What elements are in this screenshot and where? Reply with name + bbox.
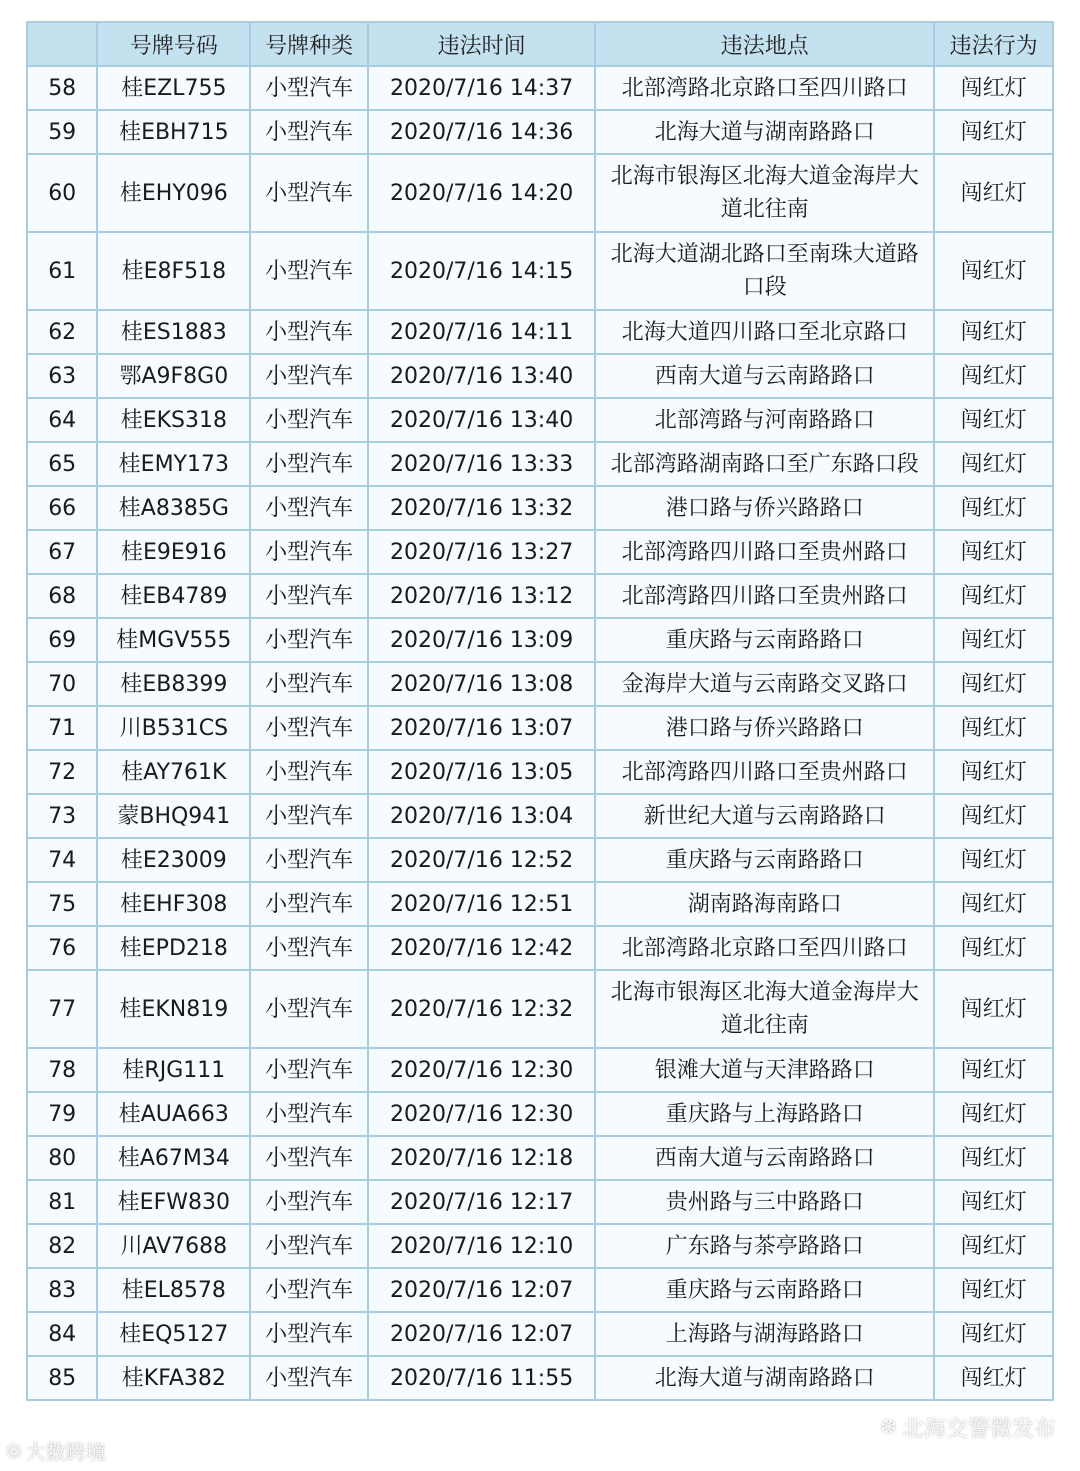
cell-violation-location: 港口路与侨兴路路口 <box>596 707 933 749</box>
cell-violation-time: 2020/7/16 14:15 <box>369 233 594 309</box>
table-row <box>28 1313 1052 1355</box>
cell-plate-number: 桂EMY173 <box>98 443 249 485</box>
cell-violation-act: 闯红灯 <box>935 839 1052 881</box>
cell-violation-location: 重庆路与云南路路口 <box>596 839 933 881</box>
cell-plate-type: 小型汽车 <box>251 443 367 485</box>
cell-violation-act: 闯红灯 <box>935 443 1052 485</box>
cell-plate-number: 桂ES1883 <box>98 311 249 353</box>
cell-violation-time: 2020/7/16 13:12 <box>369 575 594 617</box>
table-row <box>28 355 1052 397</box>
cell-plate-type: 小型汽车 <box>251 1357 367 1399</box>
violation-table-container <box>26 21 1054 1401</box>
cell-violation-location: 重庆路与云南路路口 <box>596 619 933 661</box>
cell-plate-number: 蒙BHQ941 <box>98 795 249 837</box>
cell-violation-act: 闯红灯 <box>935 971 1052 1047</box>
cell-plate-type: 小型汽车 <box>251 619 367 661</box>
cell-violation-time: 2020/7/16 14:36 <box>369 111 594 153</box>
header-plate-type: 号牌种类 <box>251 23 367 65</box>
cell-violation-location: 金海岸大道与云南路交叉路口 <box>596 663 933 705</box>
cell-index: 71 <box>28 707 96 749</box>
cell-violation-location: 北部湾路湖南路口至广东路口段 <box>596 443 933 485</box>
cell-plate-number: 鄂A9F8G0 <box>98 355 249 397</box>
table-row <box>28 155 1052 231</box>
cell-index: 70 <box>28 663 96 705</box>
cell-violation-location: 重庆路与云南路路口 <box>596 1269 933 1311</box>
cell-violation-time: 2020/7/16 12:30 <box>369 1049 594 1091</box>
cell-violation-location: 上海路与湖海路路口 <box>596 1313 933 1355</box>
cell-plate-type: 小型汽车 <box>251 67 367 109</box>
cell-violation-time: 2020/7/16 12:17 <box>369 1181 594 1223</box>
cell-plate-type: 小型汽车 <box>251 1093 367 1135</box>
cell-violation-act: 闯红灯 <box>935 355 1052 397</box>
cell-violation-location: 广东路与茶亭路路口 <box>596 1225 933 1267</box>
cell-plate-number: 桂EKN819 <box>98 971 249 1047</box>
cell-plate-number: 桂EHY096 <box>98 155 249 231</box>
cell-plate-type: 小型汽车 <box>251 883 367 925</box>
cell-violation-time: 2020/7/16 12:10 <box>369 1225 594 1267</box>
cell-violation-time: 2020/7/16 13:33 <box>369 443 594 485</box>
cell-violation-act: 闯红灯 <box>935 1357 1052 1399</box>
table-row <box>28 531 1052 573</box>
cell-violation-act: 闯红灯 <box>935 1049 1052 1091</box>
cell-plate-number: 桂EHF308 <box>98 883 249 925</box>
header-violation-act: 违法行为 <box>935 23 1052 65</box>
table-header-row <box>28 23 1052 65</box>
wechat-icon: ❂ <box>880 1417 896 1438</box>
cell-plate-type: 小型汽车 <box>251 1225 367 1267</box>
watermark-left-text: 大数跨境 <box>25 1440 106 1464</box>
cell-index: 84 <box>28 1313 96 1355</box>
cell-violation-time: 2020/7/16 13:05 <box>369 751 594 793</box>
cell-plate-number: 桂EB8399 <box>98 663 249 705</box>
cell-index: 79 <box>28 1093 96 1135</box>
table-row <box>28 927 1052 969</box>
cell-plate-type: 小型汽车 <box>251 1181 367 1223</box>
cell-violation-act: 闯红灯 <box>935 883 1052 925</box>
table-row <box>28 1049 1052 1091</box>
cell-index: 80 <box>28 1137 96 1179</box>
cell-violation-act: 闯红灯 <box>935 311 1052 353</box>
table-row <box>28 111 1052 153</box>
cell-plate-number: 川B531CS <box>98 707 249 749</box>
cell-violation-location: 西南大道与云南路路口 <box>596 1137 933 1179</box>
table-row <box>28 487 1052 529</box>
cell-index: 68 <box>28 575 96 617</box>
cell-violation-time: 2020/7/16 12:07 <box>369 1313 594 1355</box>
cell-index: 63 <box>28 355 96 397</box>
cell-plate-number: 桂KFA382 <box>98 1357 249 1399</box>
cell-index: 62 <box>28 311 96 353</box>
cell-violation-act: 闯红灯 <box>935 1181 1052 1223</box>
cell-violation-act: 闯红灯 <box>935 1269 1052 1311</box>
cell-violation-time: 2020/7/16 13:07 <box>369 707 594 749</box>
cell-plate-type: 小型汽车 <box>251 487 367 529</box>
cell-plate-type: 小型汽车 <box>251 575 367 617</box>
table-row <box>28 1357 1052 1399</box>
cell-plate-type: 小型汽车 <box>251 111 367 153</box>
cell-plate-type: 小型汽车 <box>251 707 367 749</box>
cell-index: 76 <box>28 927 96 969</box>
cell-plate-type: 小型汽车 <box>251 355 367 397</box>
cell-violation-act: 闯红灯 <box>935 619 1052 661</box>
header-index <box>28 23 96 65</box>
cell-violation-location: 北海市银海区北海大道金海岸大道北往南 <box>596 971 933 1047</box>
cell-plate-number: 桂RJG111 <box>98 1049 249 1091</box>
cell-index: 66 <box>28 487 96 529</box>
cell-index: 58 <box>28 67 96 109</box>
cell-violation-time: 2020/7/16 12:52 <box>369 839 594 881</box>
cell-index: 61 <box>28 233 96 309</box>
cell-plate-type: 小型汽车 <box>251 311 367 353</box>
cell-plate-type: 小型汽车 <box>251 531 367 573</box>
cell-plate-type: 小型汽车 <box>251 155 367 231</box>
violation-table <box>26 21 1054 1401</box>
cell-index: 72 <box>28 751 96 793</box>
cell-plate-number: 川AV7688 <box>98 1225 249 1267</box>
cell-violation-location: 银滩大道与天津路路口 <box>596 1049 933 1091</box>
cell-violation-act: 闯红灯 <box>935 707 1052 749</box>
cell-index: 77 <box>28 971 96 1047</box>
table-row <box>28 883 1052 925</box>
cell-violation-act: 闯红灯 <box>935 795 1052 837</box>
cell-plate-number: 桂EPD218 <box>98 927 249 969</box>
cell-violation-time: 2020/7/16 14:20 <box>369 155 594 231</box>
cell-index: 85 <box>28 1357 96 1399</box>
cell-plate-type: 小型汽车 <box>251 233 367 309</box>
cell-violation-time: 2020/7/16 14:37 <box>369 67 594 109</box>
cell-index: 60 <box>28 155 96 231</box>
cell-violation-act: 闯红灯 <box>935 575 1052 617</box>
cell-violation-time: 2020/7/16 13:40 <box>369 355 594 397</box>
cell-violation-location: 西南大道与云南路路口 <box>596 355 933 397</box>
cell-violation-act: 闯红灯 <box>935 1137 1052 1179</box>
watermark-left <box>6 1436 106 1465</box>
table-row <box>28 233 1052 309</box>
cell-index: 78 <box>28 1049 96 1091</box>
table-row <box>28 619 1052 661</box>
cell-violation-time: 2020/7/16 13:27 <box>369 531 594 573</box>
cell-violation-time: 2020/7/16 14:11 <box>369 311 594 353</box>
table-row <box>28 663 1052 705</box>
cell-plate-type: 小型汽车 <box>251 399 367 441</box>
table-row <box>28 1181 1052 1223</box>
cell-plate-type: 小型汽车 <box>251 971 367 1047</box>
table-row <box>28 707 1052 749</box>
cell-violation-location: 北部湾路北京路口至四川路口 <box>596 927 933 969</box>
cell-violation-act: 闯红灯 <box>935 67 1052 109</box>
cell-violation-time: 2020/7/16 12:07 <box>369 1269 594 1311</box>
table-row <box>28 795 1052 837</box>
cell-plate-type: 小型汽车 <box>251 663 367 705</box>
cell-index: 83 <box>28 1269 96 1311</box>
cell-plate-type: 小型汽车 <box>251 927 367 969</box>
cell-violation-location: 新世纪大道与云南路路口 <box>596 795 933 837</box>
header-violation-location: 违法地点 <box>596 23 933 65</box>
watermark-right-text: 北海交警微发布 <box>901 1417 1056 1442</box>
table-row <box>28 751 1052 793</box>
cell-violation-location: 北海大道与湖南路路口 <box>596 111 933 153</box>
cell-violation-location: 湖南路海南路口 <box>596 883 933 925</box>
watermark-right <box>881 1412 1056 1443</box>
table-row <box>28 443 1052 485</box>
weibo-icon: ◎ <box>6 1440 22 1461</box>
cell-violation-time: 2020/7/16 11:55 <box>369 1357 594 1399</box>
table-row <box>28 971 1052 1047</box>
cell-plate-number: 桂EFW830 <box>98 1181 249 1223</box>
cell-violation-act: 闯红灯 <box>935 1093 1052 1135</box>
cell-violation-location: 贵州路与三中路路口 <box>596 1181 933 1223</box>
cell-plate-number: 桂E9E916 <box>98 531 249 573</box>
cell-violation-act: 闯红灯 <box>935 111 1052 153</box>
cell-violation-act: 闯红灯 <box>935 487 1052 529</box>
table-row <box>28 399 1052 441</box>
cell-violation-location: 北海大道湖北路口至南珠大道路口段 <box>596 233 933 309</box>
cell-plate-number: 桂EZL755 <box>98 67 249 109</box>
cell-index: 73 <box>28 795 96 837</box>
cell-plate-number: 桂E8F518 <box>98 233 249 309</box>
table-row <box>28 839 1052 881</box>
cell-plate-type: 小型汽车 <box>251 1049 367 1091</box>
cell-plate-type: 小型汽车 <box>251 1269 367 1311</box>
cell-plate-number: 桂AUA663 <box>98 1093 249 1135</box>
cell-violation-time: 2020/7/16 13:32 <box>369 487 594 529</box>
cell-index: 64 <box>28 399 96 441</box>
cell-index: 81 <box>28 1181 96 1223</box>
cell-plate-number: 桂EBH715 <box>98 111 249 153</box>
cell-index: 74 <box>28 839 96 881</box>
cell-plate-type: 小型汽车 <box>251 751 367 793</box>
table-row <box>28 1269 1052 1311</box>
cell-violation-location: 北部湾路与河南路路口 <box>596 399 933 441</box>
cell-violation-time: 2020/7/16 13:04 <box>369 795 594 837</box>
cell-index: 65 <box>28 443 96 485</box>
cell-plate-type: 小型汽车 <box>251 839 367 881</box>
cell-plate-number: 桂EQ5127 <box>98 1313 249 1355</box>
cell-violation-location: 北部湾路四川路口至贵州路口 <box>596 531 933 573</box>
cell-violation-location: 北部湾路北京路口至四川路口 <box>596 67 933 109</box>
cell-plate-type: 小型汽车 <box>251 1137 367 1179</box>
cell-plate-number: 桂E23009 <box>98 839 249 881</box>
cell-violation-time: 2020/7/16 12:51 <box>369 883 594 925</box>
cell-violation-act: 闯红灯 <box>935 927 1052 969</box>
cell-violation-act: 闯红灯 <box>935 1313 1052 1355</box>
header-plate-number: 号牌号码 <box>98 23 249 65</box>
table-row <box>28 575 1052 617</box>
cell-plate-type: 小型汽车 <box>251 795 367 837</box>
cell-violation-time: 2020/7/16 13:09 <box>369 619 594 661</box>
table-row <box>28 311 1052 353</box>
cell-violation-act: 闯红灯 <box>935 663 1052 705</box>
cell-violation-location: 北海大道与湖南路路口 <box>596 1357 933 1399</box>
cell-violation-location: 港口路与侨兴路路口 <box>596 487 933 529</box>
cell-plate-number: 桂EKS318 <box>98 399 249 441</box>
cell-violation-location: 北部湾路四川路口至贵州路口 <box>596 575 933 617</box>
cell-plate-number: 桂EL8578 <box>98 1269 249 1311</box>
cell-violation-act: 闯红灯 <box>935 531 1052 573</box>
cell-violation-time: 2020/7/16 12:30 <box>369 1093 594 1135</box>
cell-index: 69 <box>28 619 96 661</box>
table-row <box>28 1093 1052 1135</box>
cell-violation-act: 闯红灯 <box>935 1225 1052 1267</box>
cell-index: 75 <box>28 883 96 925</box>
cell-violation-time: 2020/7/16 12:18 <box>369 1137 594 1179</box>
cell-violation-location: 重庆路与上海路路口 <box>596 1093 933 1135</box>
cell-violation-location: 北海大道四川路口至北京路口 <box>596 311 933 353</box>
cell-violation-act: 闯红灯 <box>935 751 1052 793</box>
cell-plate-number: 桂A8385G <box>98 487 249 529</box>
cell-violation-location: 北海市银海区北海大道金海岸大道北往南 <box>596 155 933 231</box>
cell-plate-number: 桂AY761K <box>98 751 249 793</box>
cell-index: 59 <box>28 111 96 153</box>
table-row <box>28 1137 1052 1179</box>
cell-violation-time: 2020/7/16 12:32 <box>369 971 594 1047</box>
table-row <box>28 67 1052 109</box>
cell-violation-act: 闯红灯 <box>935 399 1052 441</box>
cell-plate-type: 小型汽车 <box>251 1313 367 1355</box>
cell-violation-act: 闯红灯 <box>935 233 1052 309</box>
cell-violation-time: 2020/7/16 12:42 <box>369 927 594 969</box>
cell-plate-number: 桂A67M34 <box>98 1137 249 1179</box>
table-row <box>28 1225 1052 1267</box>
cell-index: 82 <box>28 1225 96 1267</box>
cell-violation-time: 2020/7/16 13:08 <box>369 663 594 705</box>
cell-plate-number: 桂MGV555 <box>98 619 249 661</box>
header-violation-time: 违法时间 <box>369 23 594 65</box>
cell-violation-location: 北部湾路四川路口至贵州路口 <box>596 751 933 793</box>
cell-plate-number: 桂EB4789 <box>98 575 249 617</box>
cell-violation-act: 闯红灯 <box>935 155 1052 231</box>
cell-violation-time: 2020/7/16 13:40 <box>369 399 594 441</box>
cell-index: 67 <box>28 531 96 573</box>
